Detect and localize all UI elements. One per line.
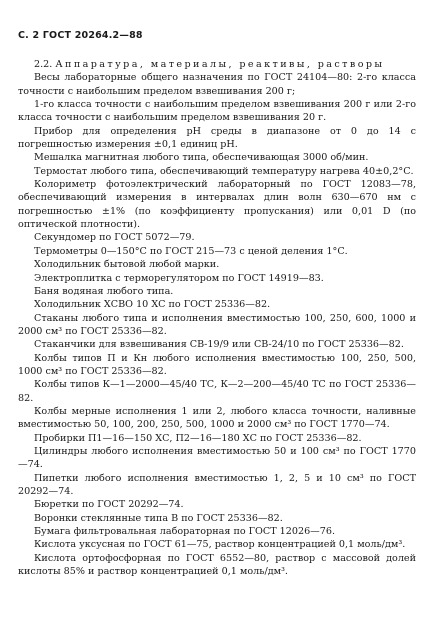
paragraph-scales-class1: 1-го класса точности с наибольшим пределом взвешивания 200 г или 2-го класса точности с наибольшим пределом взвешивания 20 г. [18,99,416,124]
paragraph-volumetric-flasks: Колбы мерные исполнения 1 или 2, любого класса точности, наливные вместимостью 50, 100, 200, 250, 500, 1000 и 2000 см³ по ГОСТ 1770—74. [18,405,416,431]
paragraph-acetic-acid: Кислота уксусная по ГОСТ 61—75, раствор концентрацией 0,1 моль/дм³. [34,539,406,551]
paragraph-water-bath: Баня водяная любого типа. [34,285,174,297]
paragraph-condenser: Холодильник ХСВО 10 ХС по ГОСТ 25336—82. [34,299,271,311]
paragraph-burettes: Бюретки по ГОСТ 20292—74. [34,499,184,511]
page-header: С. 2 ГОСТ 20264.2—88 [18,30,143,41]
paragraph-hotplate: Электроплитка с терморегулятором по ГОСТ 14919—83. [34,272,324,284]
paragraph-phosphoric-acid: Кислота ортофосфорная по ГОСТ 6552—80, раствор с массовой долей кислоты 85% и раствор концентрацией 0,1 моль/дм³. [18,552,416,578]
paragraph-filter-paper: Бумага фильтровальная лабораторная по ГОСТ 12026—76. [34,526,336,538]
paragraph-thermometers: Термометры 0—150°С по ГОСТ 215—73 с ценой деления 1°С. [34,245,348,257]
paragraph-stirrer: Мешалка магнитная любого типа, обеспечивающая 3000 об/мин. [34,152,369,164]
paragraph-scales: Весы лабораторные общего назначения по ГОСТ 24104—80: 2-го класса точности с наибольшим пределом взвешивания 200 г; [18,72,416,97]
section-title: Аппаратура, материалы, реактивы, растворы [55,59,385,70]
paragraph-funnels: Воронки стеклянные типа В по ГОСТ 25336—82. [34,512,283,524]
paragraph-colorimeter: Колориметр фотоэлектрический лабораторный по ГОСТ 12083—78, обеспечивающий измерения в интервалах длин волн 630—670 нм с погрешностью ±1% (по коэффициенту пропускания) или 0,01 D (по оптической плотности). [18,179,416,231]
section-number: 2.2. [34,59,53,70]
paragraph-weighing-bottles: Стаканчики для взвешивания СВ-19/9 или СВ-24/10 по ГОСТ 25336—82. [34,339,404,351]
paragraph-stopwatch: Секундомер по ГОСТ 5072—79. [34,232,195,244]
paragraph-refrigerator: Холодильник бытовой любой марки. [34,259,220,271]
paragraph-flasks-k: Колбы типов К—1—2000—45/40 ТС, К—2—200—45/40 ТС по ГОСТ 25336—82. [18,379,416,404]
document-body [18,58,416,578]
paragraph-ph-meter: Прибор для определения pH среды в диапазоне от 0 до 14 с погрешностью измерения ±0,1 единиц pH. [18,125,416,151]
paragraph-pipettes: Пипетки любого исполнения вместимостью 1, 2, 5 и 10 см³ по ГОСТ 20292—74. [18,472,416,497]
section-heading [18,58,416,71]
paragraph-thermostat: Термостат любого типа, обеспечивающий температуру нагрева 40±0,2°С. [34,165,414,177]
paragraph-beakers: Стаканы любого типа и исполнения вместимостью 100, 250, 600, 1000 и 2000 см³ по ГОСТ 25336—82. [18,312,416,337]
paragraph-test-tubes: Пробирки П1—16—150 ХС, П2—16—180 ХС по ГОСТ 25336—82. [34,432,362,444]
paragraph-flasks-p-kn: Колбы типов П и Кн любого исполнения вместимостью 100, 250, 500, 1000 см³ по ГОСТ 25336—82. [18,352,416,377]
paragraph-cylinders: Цилиндры любого исполнения вместимостью 50 и 100 см³ по ГОСТ 1770—74. [18,445,416,471]
